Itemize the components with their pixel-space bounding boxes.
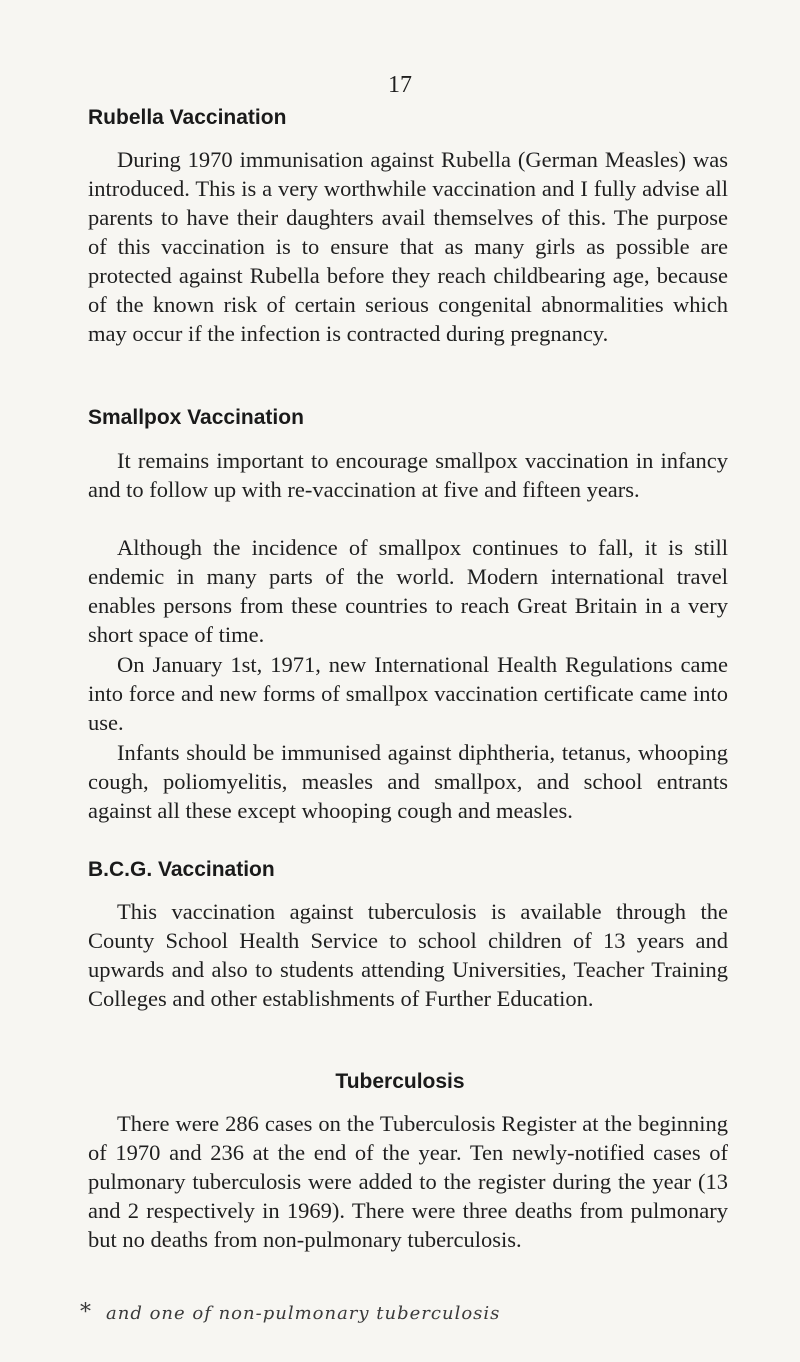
tuberculosis-heading: Tuberculosis: [335, 1070, 465, 1093]
tuberculosis-paragraph-1: There were 286 cases on the Tuberculosis Register at the beginning of 1970 and 236 at the end of the year. Ten newly-notified cases of pulmonary tuberculosis were added to the register during the year (13 and 2 respectively in 1969). There were three deaths from pulmonary but no deaths from non-pulmonary tuberculosis.: [88, 1111, 728, 1252]
bcg-heading: B.C.G. Vaccination: [88, 858, 275, 881]
smallpox-paragraph-2: Although the incidence of smallpox continues to fall, it is still endemic in many parts of the world. Modern international travel enables persons from these countries to reach Great Britain in a very short space of time.: [88, 535, 728, 647]
handwritten-note: [80, 1300, 730, 1325]
handwritten-note-text: and one of non-pulmonary tuberculosis: [106, 1303, 501, 1324]
smallpox-paragraph-1: It remains important to encourage smallpox vaccination in infancy and to follow up with re-vaccination at five and fifteen years.: [88, 448, 728, 502]
rubella-heading: Rubella Vaccination: [88, 106, 287, 129]
smallpox-heading: Smallpox Vaccination: [88, 406, 304, 429]
smallpox-paragraph-3: On January 1st, 1971, new International Health Regulations came into force and new forms of smallpox vaccination certificate came into use.: [88, 652, 728, 735]
smallpox-paragraph-4: Infants should be immunised against diphtheria, tetanus, whooping cough, poliomyelitis, measles and smallpox, and school entrants against all these except whooping cough and measles.: [88, 740, 728, 823]
rubella-paragraph-1: During 1970 immunisation against Rubella (German Measles) was introduced. This is a very worthwhile vaccination and I fully advise all parents to have their daughters avail themselves of this. The purpose of this vaccination is to ensure that as many girls as possible are protected against Rubella before they reach childbearing age, because of the known risk of certain serious congenital abnormalities which may occur if the infection is contracted during pregnancy.: [88, 147, 728, 346]
bcg-paragraph-1: This vaccination against tuberculosis is available through the County School Health Service to school children of 13 years and upwards and also to students attending Universities, Teacher Training Colleges and other establishments of Further Education.: [88, 899, 728, 1011]
asterisk-marker: *: [80, 1300, 92, 1325]
page-number: 17: [388, 72, 412, 98]
